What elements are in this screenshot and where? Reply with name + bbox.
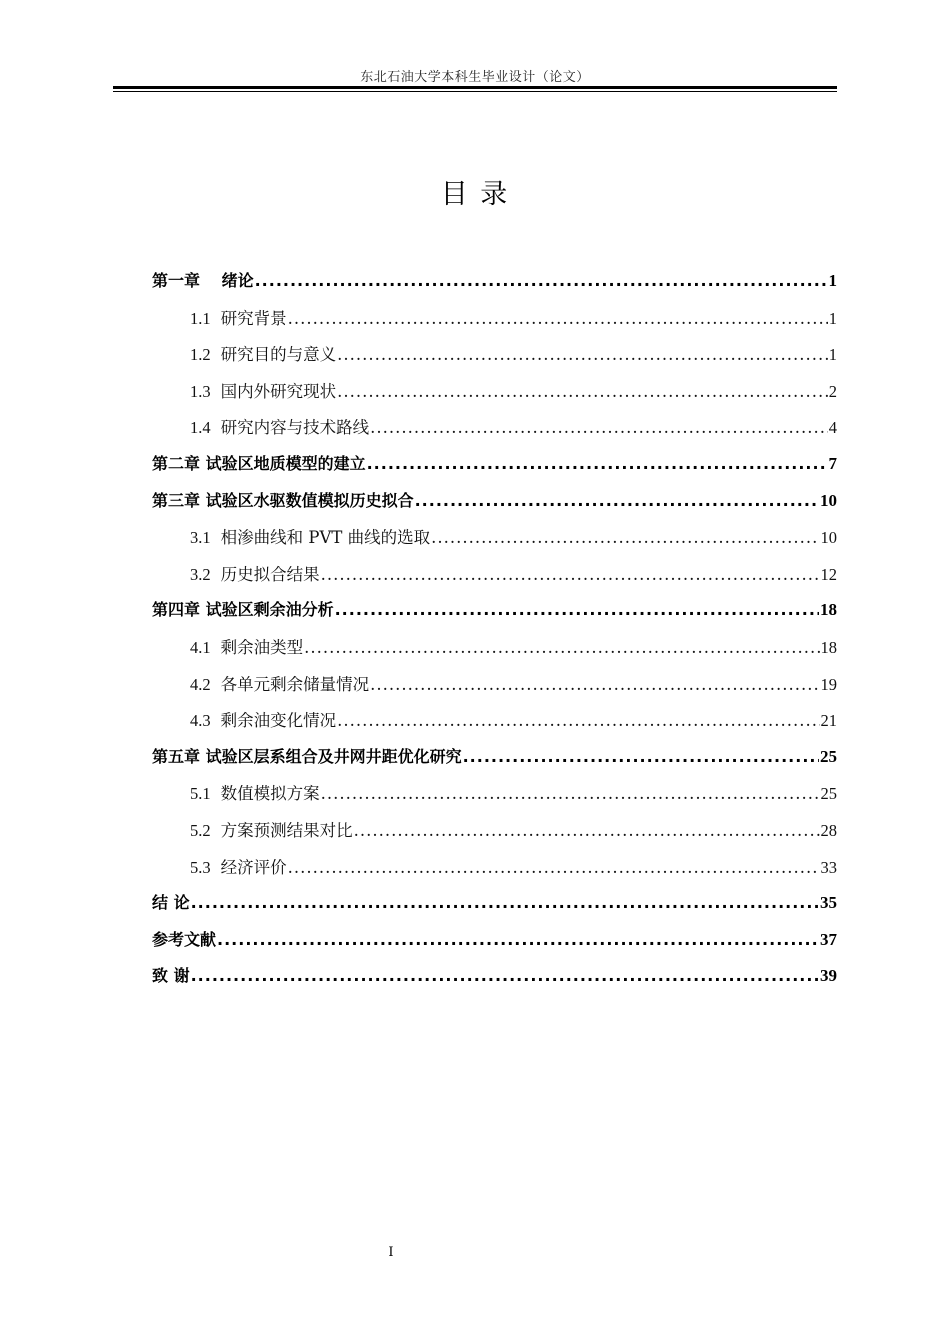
toc-page-number: 10: [820, 528, 837, 548]
toc-entry-label: 方案预测结果对比: [220, 820, 353, 840]
toc-dot-leader: [463, 747, 819, 766]
toc-entry-title: [152, 451, 366, 474]
toc-page-number: 37: [820, 929, 837, 949]
toc-entry-label: 各单元剩余储量情况: [220, 674, 370, 694]
toc-entry-label: 相渗曲线和 PVT 曲线的选取: [220, 528, 431, 548]
toc-section-number: 4.2: [190, 674, 211, 694]
toc-section-entry[interactable]: [152, 414, 837, 451]
toc-dot-leader: [354, 821, 820, 840]
toc-dot-leader: [415, 491, 819, 510]
toc-entry-label: 国内外研究现状: [220, 381, 337, 401]
toc-page-number: 10: [820, 490, 837, 510]
toc-section-entry[interactable]: [152, 780, 837, 817]
toc-entry-title: [190, 414, 369, 438]
running-header: 东北石油大学本科生毕业设计（论文）: [360, 70, 590, 85]
toc-dot-leader: [367, 454, 828, 473]
toc-section-number: 1.2: [190, 345, 211, 365]
toc-dot-leader: [337, 711, 819, 730]
toc-entry-title: [190, 305, 287, 329]
toc-dot-leader: [255, 271, 828, 290]
toc-entry-label: 研究内容与技术路线: [220, 418, 370, 438]
toc-page-number: 39: [820, 966, 837, 986]
toc-entry-title: [152, 963, 190, 986]
toc-page-number: 7: [828, 453, 837, 473]
toc-page-number: 2: [828, 381, 837, 401]
toc-page-number: 4: [828, 418, 837, 438]
toc-page-number: 1: [828, 345, 837, 365]
toc-section-entry[interactable]: [152, 305, 837, 342]
toc-dot-leader: [191, 966, 819, 985]
toc-chapter-entry[interactable]: [152, 488, 837, 525]
toc-entry-title: [190, 671, 369, 695]
toc-section-number: 4.3: [190, 711, 211, 731]
toc-section-entry[interactable]: [152, 707, 837, 744]
toc-dot-leader: [337, 382, 828, 401]
toc-chapter-entry[interactable]: [152, 963, 837, 1000]
toc-chapter-entry[interactable]: [152, 597, 837, 634]
toc-entry-label: 第四章 试验区剩余油分析: [152, 600, 334, 620]
toc-entry-title: [152, 744, 462, 767]
toc-dot-leader: [335, 600, 819, 619]
toc-page-number: 12: [820, 564, 837, 584]
toc-chapter-entry[interactable]: [152, 451, 837, 488]
toc-section-number: 5.3: [190, 857, 211, 877]
toc-page-number: 35: [820, 893, 837, 913]
toc-page-number: 25: [820, 784, 837, 804]
toc-section-entry[interactable]: [152, 341, 837, 378]
toc-section-entry[interactable]: [152, 671, 837, 708]
toc-entry-label: 第五章 试验区层系组合及井网井距优化研究: [152, 746, 462, 766]
toc-entry-label: 结 论: [152, 893, 190, 913]
toc-entry-label: 数值模拟方案: [220, 784, 320, 804]
toc-page-number: 28: [820, 820, 837, 840]
toc-section-entry[interactable]: [152, 634, 837, 671]
toc-entry-label: 历史拟合结果: [220, 564, 320, 584]
toc-page-number: 33: [820, 857, 837, 877]
toc-dot-leader: [217, 930, 819, 949]
toc-dot-leader: [370, 418, 828, 437]
toc-page-number: 25: [820, 746, 837, 766]
toc-section-entry[interactable]: [152, 378, 837, 415]
toc-entry-label: 剩余油类型: [220, 637, 304, 657]
toc-section-entry[interactable]: [152, 561, 837, 598]
toc-entry-title: [190, 707, 336, 731]
toc-entry-title: [190, 817, 353, 841]
toc-page-number: 19: [820, 674, 837, 694]
toc-dot-leader: [304, 638, 819, 657]
toc-entry-title: [190, 561, 320, 585]
toc-dot-leader: [288, 309, 828, 328]
toc-entry-title: [152, 488, 414, 511]
toc-section-number: 5.1: [190, 784, 211, 804]
toc-page-number: 21: [820, 711, 837, 731]
header-rule-thin: [113, 91, 837, 92]
toc-entry-label: 致 谢: [152, 966, 190, 986]
toc-entry-title: [152, 597, 334, 620]
toc-entry-label: 经济评价: [220, 857, 287, 877]
toc-entry-label: 第一章 绪论: [152, 271, 254, 290]
toc-section-number: 4.1: [190, 637, 211, 657]
toc-chapter-entry[interactable]: [152, 890, 837, 927]
toc-page-number: 1: [828, 308, 837, 328]
toc-dot-leader: [337, 345, 828, 364]
toc-chapter-entry[interactable]: [152, 268, 837, 305]
toc-entry-label: 第三章 试验区水驱数值模拟历史拟合: [152, 490, 414, 510]
toc-section-number: 1.1: [190, 308, 211, 328]
toc-dot-leader: [191, 893, 819, 912]
page-number: I: [388, 1245, 394, 1260]
toc-entry-title: [190, 780, 320, 804]
toc-entry-title: [190, 378, 336, 402]
toc-title: 目 录: [440, 179, 510, 210]
toc-entry-title: [152, 268, 254, 291]
toc-section-number: 5.2: [190, 820, 211, 840]
toc-chapter-entry[interactable]: [152, 744, 837, 781]
toc-entry-title: [152, 927, 216, 950]
toc-dot-leader: [321, 565, 820, 584]
toc-dot-leader: [431, 528, 819, 547]
toc-dot-leader: [321, 784, 820, 803]
toc-entry-label: 研究目的与意义: [220, 345, 337, 365]
header-rule-thick: [113, 86, 837, 89]
table-of-contents: [152, 268, 837, 1000]
toc-dot-leader: [370, 675, 819, 694]
toc-entry-title: [152, 890, 190, 913]
toc-entry-label: 剩余油变化情况: [220, 711, 337, 731]
toc-dot-leader: [288, 858, 820, 877]
toc-page-number: 1: [828, 271, 837, 290]
toc-page-number: 18: [820, 600, 837, 620]
toc-section-entry[interactable]: [152, 524, 837, 561]
toc-entry-label: 研究背景: [220, 308, 287, 328]
toc-page-number: 18: [820, 637, 837, 657]
toc-section-number: 1.4: [190, 418, 211, 438]
toc-entry-title: [190, 341, 336, 365]
toc-chapter-entry[interactable]: [152, 927, 837, 964]
toc-entry-title: [190, 854, 287, 878]
toc-section-number: 3.2: [190, 564, 211, 584]
toc-section-number: 1.3: [190, 381, 211, 401]
toc-section-entry[interactable]: [152, 854, 837, 891]
toc-section-entry[interactable]: [152, 817, 837, 854]
toc-section-number: 3.1: [190, 528, 211, 548]
toc-entry-label: 参考文献: [152, 929, 217, 949]
toc-entry-title: [190, 524, 430, 548]
toc-entry-label: 第二章 试验区地质模型的建立: [152, 453, 366, 473]
toc-entry-title: [190, 634, 303, 658]
